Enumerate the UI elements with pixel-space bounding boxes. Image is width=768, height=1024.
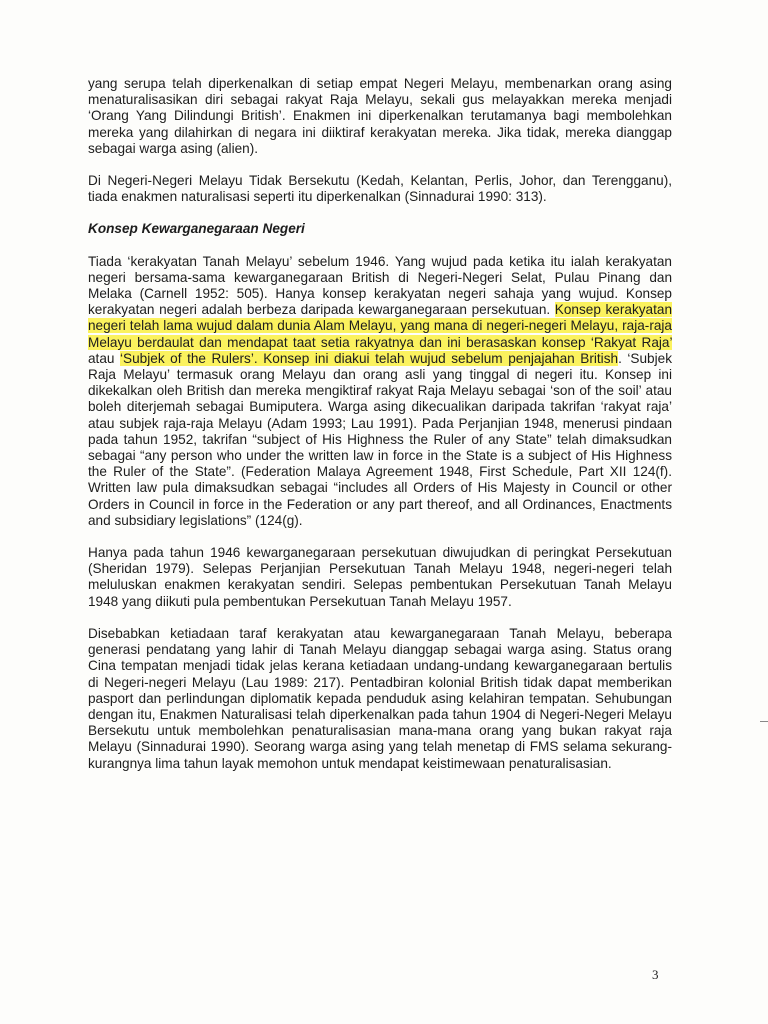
page-number: 3 [652,967,659,982]
paragraph-1-text: yang serupa telah diperkenalkan di setiap empat Negeri Melayu, membenarkan orang asing menaturalisasikan diri sebagai rakyat Raja Melayu, sekali gus melayakkan mereka menjadi ‘Orang Yang Dilindungi British’. Enakmen ini diperkenalkan terutamanya bagi membolehkan mereka yang dilahirkan di negara ini diiktiraf kerakyatan mereka. Jika tidak, mereka dianggap sebagai warga asing (alien). [88,76,672,156]
document-page [88,76,672,788]
paragraph-3 [88,254,672,529]
paragraph-1 [88,76,672,157]
paragraph-2-text: Di Negeri-Negeri Melayu Tidak Bersekutu (Kedah, Kelantan, Perlis, Johor, dan Terengganu), tiada enakmen naturalisasi seperti itu diperkenalkan (Sinnadurai 1990: 313). [88,173,672,205]
paragraph-3-text-a: Tiada ‘kerakyatan Tanah Melayu’ sebelum 1946. Yang wujud pada ketika itu ialah kerakyatan negeri bersama-sama kewarganegaraan British di Negeri-Negeri Selat, Pulau Pinang dan Melaka (Carnell 1952: 505). Hanya konsep kerakyatan negeri sahaja yang wujud. Konsep kerakyatan negeri adalah berbeza daripada kewarganegaraan persekutuan. [88,253,672,318]
section-heading: Konsep Kewarganegaraan Negeri [88,221,305,237]
paragraph-4-text: Hanya pada tahun 1946 kewarganegaraan persekutuan diwujudkan di peringkat Persekutuan (Sheridan 1979). Selepas Perjanjian Persekutuan Tanah Melayu 1948, negeri-negeri telah meluluskan enakmen kerakyatan sendiri. Selepas pembentukan Persekutuan Tanah Melayu 1948 yang diikuti pula pembentukan Persekutuan Tanah Melayu 1957. [88,545,672,609]
scan-edge-mark [760,721,768,722]
paragraph-5 [88,626,672,772]
paragraph-3-text-c: . ‘Subjek Raja Melayu’ termasuk orang Melayu dan orang asli yang tinggal di negeri itu. Konsep ini dikekalkan oleh British dan mereka mengiktiraf rakyat Raja Melayu sebagai ‘son of the soil’ atau boleh diterjemah sebagai Bumiputera. Warga asing dikecualikan daripada takrifan ‘rakyat raja’ atau subjek raja-raja Melayu (Adam 1993; Lau 1991). Pada Perjanjian 1948, menerusi pindaan pada tahun 1952, takrifan “subject of His Highness the Ruler of any State” telah dimaksudkan sebagai “any person who under the written law in force in the State is a subject of His Highness the Ruler of the State”. (Federation Malaya Agreement 1948, First Schedule, Part XII 124(f). Written law pula dimaksudkan sebagai “includes all Orders of His Majesty in Council or other Orders in Council in force in the Federation or any part thereof, and all Ordinances, Enactments and subsidiary legislations” (124(g). [88,350,672,528]
paragraph-4 [88,545,672,610]
paragraph-2 [88,173,672,205]
paragraph-5-text: Disebabkan ketiadaan taraf kerakyatan atau kewarganegaraan Tanah Melayu, beberapa generasi pendatang yang lahir di Tanah Melayu dianggap sebagai warga asing. Status orang Cina tempatan menjadi tidak jelas kerana ketiadaan undang-undang kewarganegaraan bertulis di Negeri-negeri Melayu (Lau 1989: 217). Pentadbiran kolonial British tidak dapat memberikan pasport dan perlindungan diplomatik kepada penduduk asing kelahiran tempatan. Sehubungan dengan itu, Enakmen Naturalisasi telah diperkenalkan pada tahun 1904 di Negeri-Negeri Melayu Bersekutu untuk membolehkan penaturalisasian mana-mana orang yang bukan rakyat raja Melayu (Sinnadurai 1990). Seorang warga asing yang telah menetap di FMS selama sekurang-kurangnya lima tahun layak memohon untuk mendapat keistimewaan penaturalisasian. [88,625,672,771]
highlighted-text-1: Konsep kerakyatan negeri telah lama wujud dalam dunia Alam Melayu, yang mana di negeri-negeri Melayu, raja-raja Melayu berdaulat dan mendapat taat setia rakyatnya dan ini berasaskan konsep ‘Rakyat Raja’ [88,302,672,350]
paragraph-3-text-b: atau [88,350,121,366]
highlighted-text-2: ‘Subjek of the Rulers’. Konsep ini diakui telah wujud sebelum penjajahan British [120,350,619,366]
